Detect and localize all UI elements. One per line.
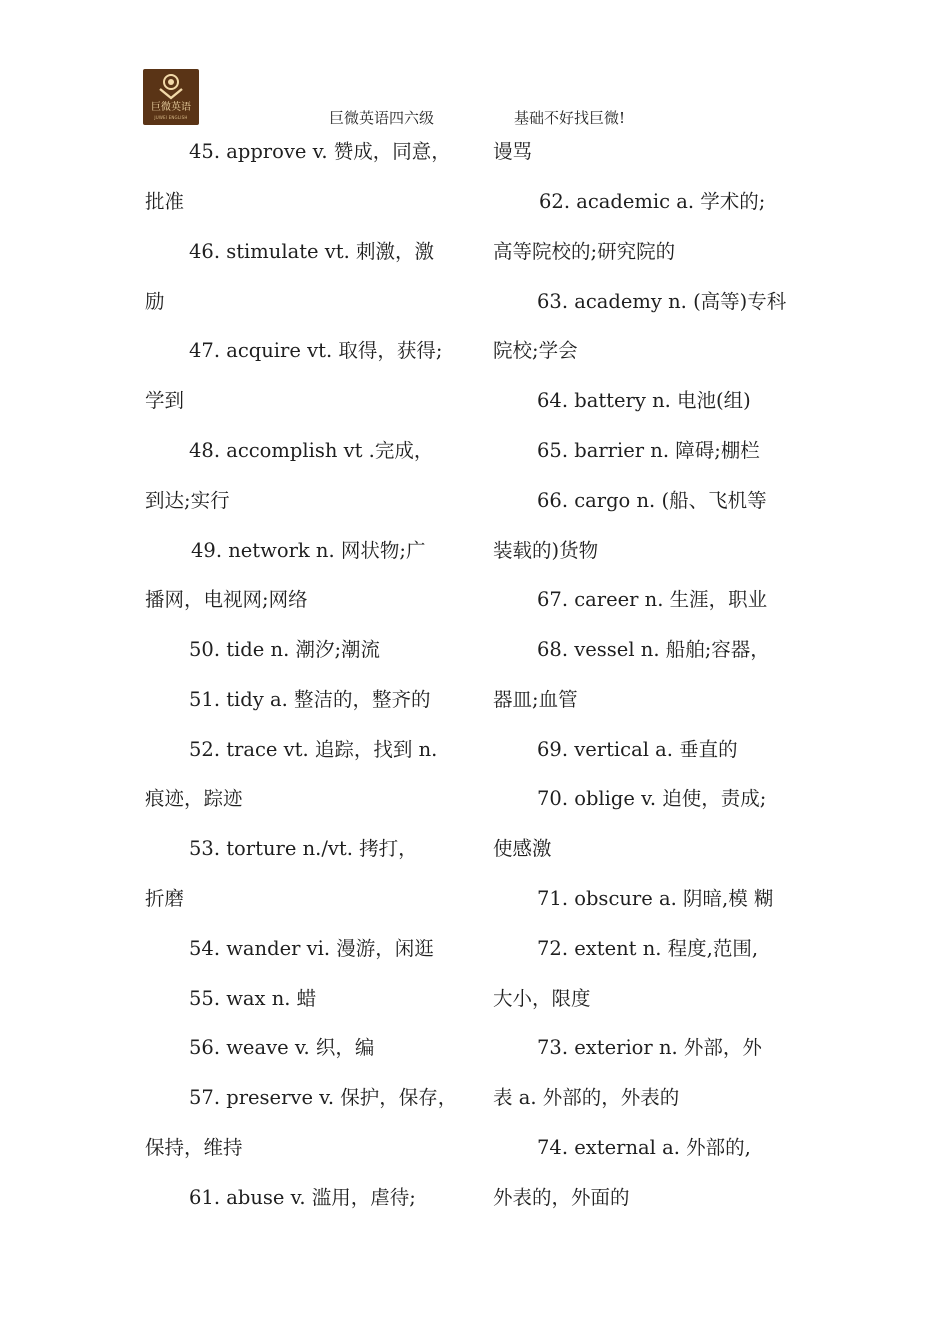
entry-line: 谩骂 bbox=[493, 140, 533, 163]
header-title: 巨微英语四六级 bbox=[329, 109, 435, 127]
entry-line: 47. acquire vt. 取得，获得; bbox=[189, 339, 443, 362]
entry-line: 54. wander vi. 漫游，闲逛 bbox=[189, 937, 434, 960]
logo-subtext: JUWEI ENGLISH bbox=[154, 115, 188, 120]
entry-line: 53. torture n./vt. 拷打， bbox=[189, 837, 418, 860]
entry-line: 高等院校的;研究院的 bbox=[493, 240, 676, 263]
entry-line: 52. trace vt. 追踪，找到 n. bbox=[189, 738, 438, 761]
entry-line: 72. extent n. 程度,范围, bbox=[537, 937, 759, 960]
entry-line: 70. oblige v. 迫使，责成; bbox=[537, 787, 767, 810]
entry-line: 励 bbox=[145, 290, 165, 313]
entry-line: 67. career n. 生涯，职业 bbox=[537, 588, 768, 611]
entry-line: 69. vertical a. 垂直的 bbox=[537, 738, 738, 761]
entry-line: 装载的)货物 bbox=[493, 539, 599, 562]
entry-line: 61. abuse v. 滥用，虐待; bbox=[189, 1186, 416, 1209]
juwei-logo bbox=[143, 69, 199, 125]
entry-line: 46. stimulate vt. 刺激，激 bbox=[189, 240, 435, 263]
entry-line: 保持，维持 bbox=[145, 1136, 243, 1159]
entry-line: 大小，限度 bbox=[493, 987, 591, 1010]
entry-line: 63. academy n. (高等)专科 bbox=[537, 290, 787, 313]
entry-line: 62. academic a. 学术的; bbox=[539, 190, 766, 213]
entry-line: 批准 bbox=[145, 190, 185, 213]
entry-line: 48. accomplish vt .完成， bbox=[189, 439, 434, 462]
entry-line: 痕迹，踪迹 bbox=[145, 787, 243, 810]
entry-line: 71. obscure a. 阴暗,模 糊 bbox=[537, 887, 774, 910]
entry-line: 51. tidy a. 整洁的，整齐的 bbox=[189, 688, 431, 711]
entry-line: 院校;学会 bbox=[493, 339, 578, 362]
entry-line: 56. weave v. 织，编 bbox=[189, 1036, 375, 1059]
entry-line: 73. exterior n. 外部，外 bbox=[537, 1036, 762, 1059]
header-slogan: 基础不好找巨微! bbox=[514, 109, 626, 127]
entry-line: 表 a. 外部的，外表的 bbox=[493, 1086, 680, 1109]
entry-line: 45. approve v. 赞成，同意， bbox=[189, 140, 451, 163]
entry-line: 74. external a. 外部的, bbox=[537, 1136, 751, 1159]
entry-line: 器皿;血管 bbox=[493, 688, 578, 711]
entry-line: 64. battery n. 电池(组) bbox=[537, 389, 751, 412]
entry-line: 49. network n. 网状物;广 bbox=[191, 539, 426, 562]
entry-line: 50. tide n. 潮汐;潮流 bbox=[189, 638, 381, 661]
entry-line: 使感激 bbox=[493, 837, 552, 860]
entry-line: 55. wax n. 蜡 bbox=[189, 987, 317, 1010]
entry-line: 65. barrier n. 障碍;棚栏 bbox=[537, 439, 760, 462]
entry-line: 68. vessel n. 船舶;容器， bbox=[537, 638, 770, 661]
entry-line: 播网，电视网;网络 bbox=[145, 588, 308, 611]
entry-line: 57. preserve v. 保护，保存， bbox=[189, 1086, 458, 1109]
entry-line: 学到 bbox=[145, 389, 185, 412]
entry-line: 到达;实行 bbox=[145, 489, 230, 512]
entry-line: 折磨 bbox=[145, 887, 185, 910]
logo-text: 巨微英语 bbox=[151, 102, 191, 113]
entry-line: 66. cargo n. (船、飞机等 bbox=[537, 489, 767, 512]
entry-line: 外表的，外面的 bbox=[493, 1186, 630, 1209]
